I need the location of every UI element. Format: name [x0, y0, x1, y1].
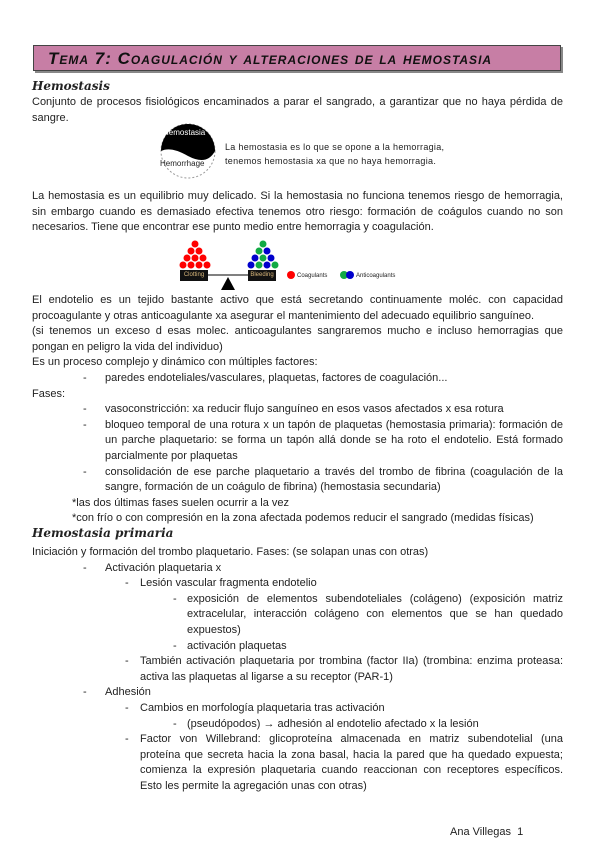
- list-dash: -: [125, 701, 129, 714]
- list-dash: -: [83, 418, 87, 431]
- list-item-text: bloqueo temporal de una rotura x un tapón de plaquetas (hemostasia primaria): formación de un parche plaquetario: se forma un tapón allá donde se ha roto el endotelio. Está formado parcialmente por plaquetas: [105, 418, 563, 462]
- anticoagulant-blue-dot-icon: [346, 271, 354, 279]
- list-item: [32, 465, 563, 496]
- list-item-text: vasoconstricción: xa reducir flujo sanguíneo en esos vasos afectados x esa rotura: [105, 403, 504, 416]
- section-heading-hemostasis: Hemostasis: [32, 79, 110, 93]
- list-item: [32, 701, 563, 717]
- primary-hemostasis-section: [32, 545, 563, 795]
- list-dash: -: [173, 592, 177, 605]
- yin-label-bottom: Hemorrhage: [160, 159, 205, 168]
- list-item-text: Lesión vascular fragmenta endotelio: [140, 577, 317, 590]
- scale-drawing: [176, 240, 286, 290]
- note: *las dos últimas fases suelen ocurrir a la vez: [72, 496, 290, 509]
- list-dash: -: [83, 686, 87, 699]
- list-item-text: Activación plaquetaria x: [105, 561, 222, 574]
- list-dash: -: [83, 465, 87, 478]
- paragraph: Es un proceso complejo y dinámico con múltiples factores:: [32, 356, 318, 369]
- list-item: [32, 639, 563, 655]
- list-item-text: Cambios en morfología plaquetaria tras activación: [140, 701, 385, 714]
- list-item-text: paredes endoteliales/vasculares, plaquetas, factores de coagulación...: [105, 371, 448, 384]
- list-dash: -: [83, 371, 87, 384]
- list-dash: -: [125, 577, 129, 590]
- section-heading-primary-hemostasis: Hemostasia primaria: [32, 526, 174, 540]
- paragraph: (si tenemos un exceso d esas molec. anticoagulantes sangraremos mucho e incluso hemorragias que pongan en peligro la vida del individuo): [32, 325, 563, 353]
- image-caption: [225, 140, 444, 168]
- list-item-text: Factor von Willebrand: glicoproteína almacenada en matriz subendotelial (una proteína que secreta hacia la zona basal, hacia la pared que ha quedado expuesta; comienza la expresión plaquetaria cuando reaccionan con receptores específicos. Esto les permite la agregación unas con otras): [140, 733, 563, 792]
- fases-label: Fases:: [32, 387, 66, 400]
- page-footer: Ana Villegas 1: [450, 826, 524, 838]
- list-item: [32, 717, 563, 733]
- clotting-label: Clotting: [180, 270, 208, 281]
- list-item: [32, 732, 563, 794]
- list-item: [32, 402, 563, 418]
- yin-label-top: Hemostasia: [163, 128, 206, 137]
- legend-anticoagulants: Anticoagulants: [356, 273, 396, 279]
- equilibrium-paragraph: La hemostasia es un equilibrio muy delicado. Si la hemostasia no funciona tenemos riesgo de hemorragia, sin embargo cuando es demasiado efectiva tenemos otro riesgo: formación de coágulos cuando no son necesarios. Tiene que encontrar ese punto medio entre hemorragia y coagulación.: [32, 190, 563, 234]
- paragraph: Iniciación y formación del trombo plaquetario. Fases: (se solapan unas con otras): [32, 546, 429, 558]
- list-item-text: consolidación de ese parche plaquetario a través del trombo de fibrina (coagulación de la sangre, formación de un coágulo de fibrina) (hemostasia secundaria): [105, 465, 563, 494]
- list-item: [32, 685, 563, 701]
- list-item: [32, 418, 563, 465]
- list-item-text: También activación plaquetaria por trombina (factor IIa) (trombina: enzima proteasa: activa las plaquetas al ligarse a su receptor (PAR-1): [140, 655, 563, 683]
- legend-coagulants: Coagulants: [297, 273, 328, 279]
- list-item: [32, 576, 563, 592]
- list-item: [32, 592, 563, 639]
- bleeding-label: Bleeding: [248, 270, 276, 281]
- yin-yang-image: [155, 122, 221, 180]
- list-dash: -: [173, 717, 177, 730]
- list-dash: -: [83, 403, 87, 416]
- list-item-text: Adhesión: [105, 686, 151, 699]
- list-item-text: activación plaquetas: [187, 639, 287, 652]
- note: *con frío o con compresión en la zona afectada podemos reducir el sangrado (medidas físicas): [72, 512, 534, 525]
- page-title: Tema 7: Coagulación y alteraciones de la hemostasia: [33, 45, 561, 71]
- list-item-text: (pseudópodos) → adhesión al endotelio afectado x la lesión: [187, 717, 479, 730]
- intro-paragraph: Conjunto de procesos fisiológicos encaminados a parar el sangrado, a garantizar que no haya pérdida de sangre.: [32, 96, 563, 124]
- list-item-text: exposición de elementos subendoteliales (colágeno) (exposición matriz extracelular, interacción colágeno con elementos que se han quedado expuestos): [187, 592, 563, 636]
- list-dash: -: [173, 639, 177, 652]
- list-dash: -: [125, 733, 129, 746]
- caption-line: La hemostasia es lo que se opone a la hemorragia,: [225, 142, 445, 152]
- list-item: [32, 371, 563, 387]
- caption-line: tenemos hemostasia xa que no haya hemorragia.: [225, 156, 437, 166]
- list-dash: -: [125, 655, 129, 668]
- list-dash: -: [83, 561, 87, 574]
- endothelium-section: [32, 293, 563, 527]
- paragraph: El endotelio es un tejido bastante activo que está secretando continuamente moléc. con capacidad procoagulante y otras anticoagulante xa asegurar el mantenimiento del adecuado equilibrio sanguíneo.: [32, 294, 563, 322]
- list-item: [32, 561, 563, 577]
- coagulant-dot-icon: [287, 271, 295, 279]
- list-item: [32, 654, 563, 685]
